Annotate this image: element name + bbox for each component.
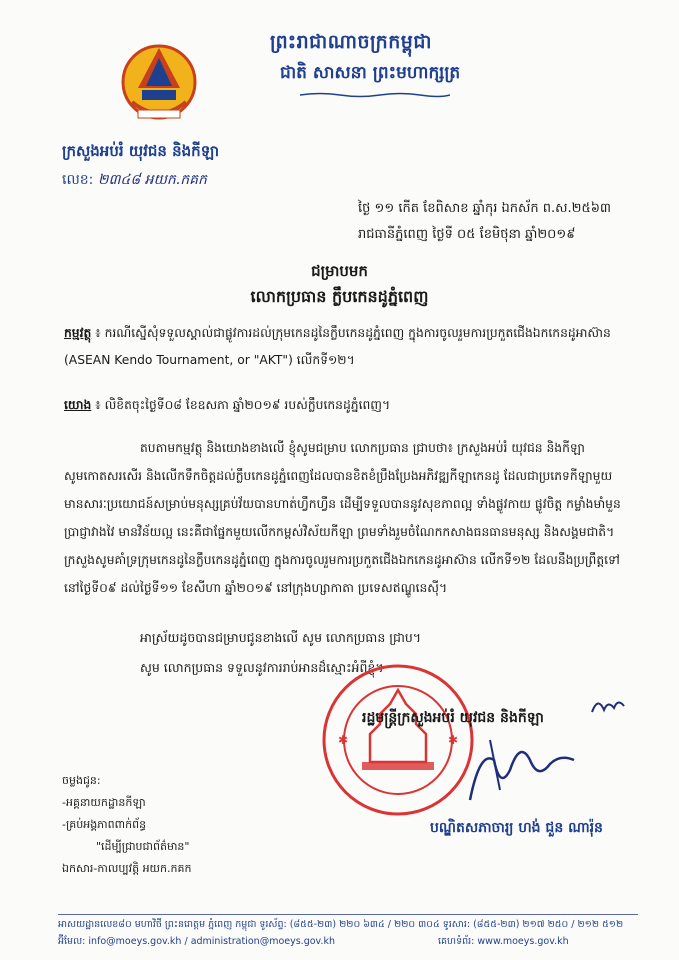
lunar-date: ថ្ងៃ ១១ កើត ខែពិសាខ ឆ្នាំកុរ ឯកស័ក ព.ស.២៥៦៣: [358, 201, 612, 216]
signatory-title: រដ្ឋមន្ត្រីក្រសួងអប់រំ យុវជន និងកីឡា: [362, 710, 544, 726]
reference-label: យោង: [64, 398, 92, 412]
subject-text: ៖ ករណីស្នើសុំទទួលស្គាល់ជាផ្លូវការដល់ក្រុមកេនដូនៃក្លឹបកេនដូភ្នំពេញ ក្នុងការចូលរួមការប្រកួតជើងឯកកេនដូអាស៊ាន (ASEAN Kendo Tournament, or "AKT") លើកទី១២។: [64, 326, 611, 367]
salutation: ជម្រាបមក: [311, 262, 368, 280]
cc-item: ឯកសារ-កាលប្បវត្តិ អយក.កគក: [62, 862, 192, 875]
ref-label: លេខ:: [62, 172, 94, 188]
letter-body: តបតាមកម្មវត្ថុ និងយោងខាងលើ ខ្ញុំសូមជម្រាប លោកប្រធាន ជ្រាបថា៖ ក្រសួងអប់រំ យុវជន និងកីឡា សូមកោតសរសើរ និងលើកទឹកចិត្តដល់ក្លឹបកេនដូភ្នំពេញដែលបានខិតខំប្រឹងប្រែងអភិវឌ្ឍកីឡាកេនដូ ដែលជាប្រភេទកីឡាមួយមានសារៈប្រយោជន៍សម្រាប់មនុស្សគ្រប់វ័យបានហាត់ហ្វឹកហ្វឺន ដើម្បីទទួលបាននូវសុខភាពល្អ ទាំងផ្លូវកាយ ផ្លូវចិត្ត កម្លាំងមាំមួន ប្រាជ្ញាវាងវៃ មានវិន័យល្អ នេះគឺជាផ្នែកមួយលើកកម្ពស់វិស័យកីឡា ព្រមទាំងរួមចំណែកកសាងធនធានមនុស្ស និងសង្គមជាតិ។ ក្រសួងសូមគាំទ្រក្រុមកេនដូនៃក្លឹបកេនដូភ្នំពេញ ក្នុងការចូលរួមការប្រកួតជើងឯកកេនដូអាស៊ាន លើកទី១២ ដែលនឹងប្រព្រឹត្តទៅនៅថ្ងៃទី០៩ ដល់ថ្ងៃទី១១ ខែសីហា ឆ្នាំ២០១៩ នៅក្រុងហ្សាកាតា ប្រទេសឥណ្ឌូនេស៊ី។: [64, 441, 621, 595]
ministry-name: ក្រសួងអប់រំ យុវជន និងកីឡា: [62, 142, 220, 160]
solar-date: រាជធានីភ្នំពេញ ថ្ងៃទី ០៥ ខែមិថុនា ឆ្នាំ២០១៩: [358, 227, 576, 242]
cc-item: "ដើម្បីជ្រាបជាព័ត៌មាន": [96, 840, 190, 853]
official-stamp: [318, 660, 478, 820]
email-label: អ៊ីមែល:: [58, 936, 86, 947]
cc-item: -គ្រប់អង្គភាពពាក់ព័ន្ធ: [62, 818, 147, 831]
footer-contact: [58, 935, 569, 949]
kingdom-title: ព្រះរាជាណាចក្រកម្ពុជា: [270, 31, 432, 53]
ministry-logo: [118, 40, 200, 130]
footer-divider: [58, 914, 638, 915]
svg-text:✱: ✱: [338, 733, 349, 747]
footer-address: អាសយដ្ឋានលេខ៨០ មហាវិថី ព្រះនរោត្តម ភ្នំពេញ កម្ពុជា ទូរស័ព្ទ: (៨៥៥-២៣) ២២០ ៦៣៤ / ២២០ ៣០៤ ទូរសារ: (៨៥៥-២៣) ២១៧ ២៥០ / ២១២ ៥១២: [58, 919, 624, 930]
email-link[interactable]: info@moeys.gov.kh / administration@moeys.gov.kh: [88, 936, 335, 947]
recipient-name: លោកប្រធាន ក្លឹបកេនដូភ្នំពេញ: [250, 287, 429, 306]
signatory-name: បណ្ឌិតសភាចារ្យ ហង់ ជួន ណារ៉ុន: [430, 820, 603, 836]
web-link[interactable]: www.moeys.gov.kh: [477, 936, 569, 947]
cc-label: ចម្លងជូន:: [62, 774, 101, 787]
national-motto: ជាតិ សាសនា ព្រះមហាក្សត្រ: [280, 63, 461, 83]
reference-number: [62, 170, 207, 191]
header-divider: [300, 92, 450, 98]
cc-item: -អគ្គនាយកដ្ឋានកីឡា: [62, 796, 146, 809]
web-label: គេហទំព័រ:: [438, 936, 475, 947]
ref-number: ២៣៤៨ អយក.កគក: [97, 172, 207, 188]
closing-line-1: អាស្រ័យដូចបានជម្រាបជូនខាងលើ សូម លោកប្រធាន ជ្រាប។: [140, 630, 422, 645]
reference-text: ៖ លិខិតចុះថ្ងៃទី០៨ ខែឧសភា ឆ្នាំ២០១៩ របស់ក្លឹបកេនដូភ្នំពេញ។: [95, 398, 391, 412]
closing-line-2: សូម លោកប្រធាន ទទួលនូវការរាប់អានដ៏ស្មោះអំពីខ្ញុំ។: [140, 660, 384, 675]
reference: [64, 392, 624, 419]
svg-text:✱: ✱: [448, 733, 459, 747]
handwritten-signature: [460, 730, 580, 810]
subject-label: កម្មវត្ថុ: [64, 326, 92, 340]
subject: [64, 320, 624, 374]
initial-mark: [588, 692, 628, 722]
